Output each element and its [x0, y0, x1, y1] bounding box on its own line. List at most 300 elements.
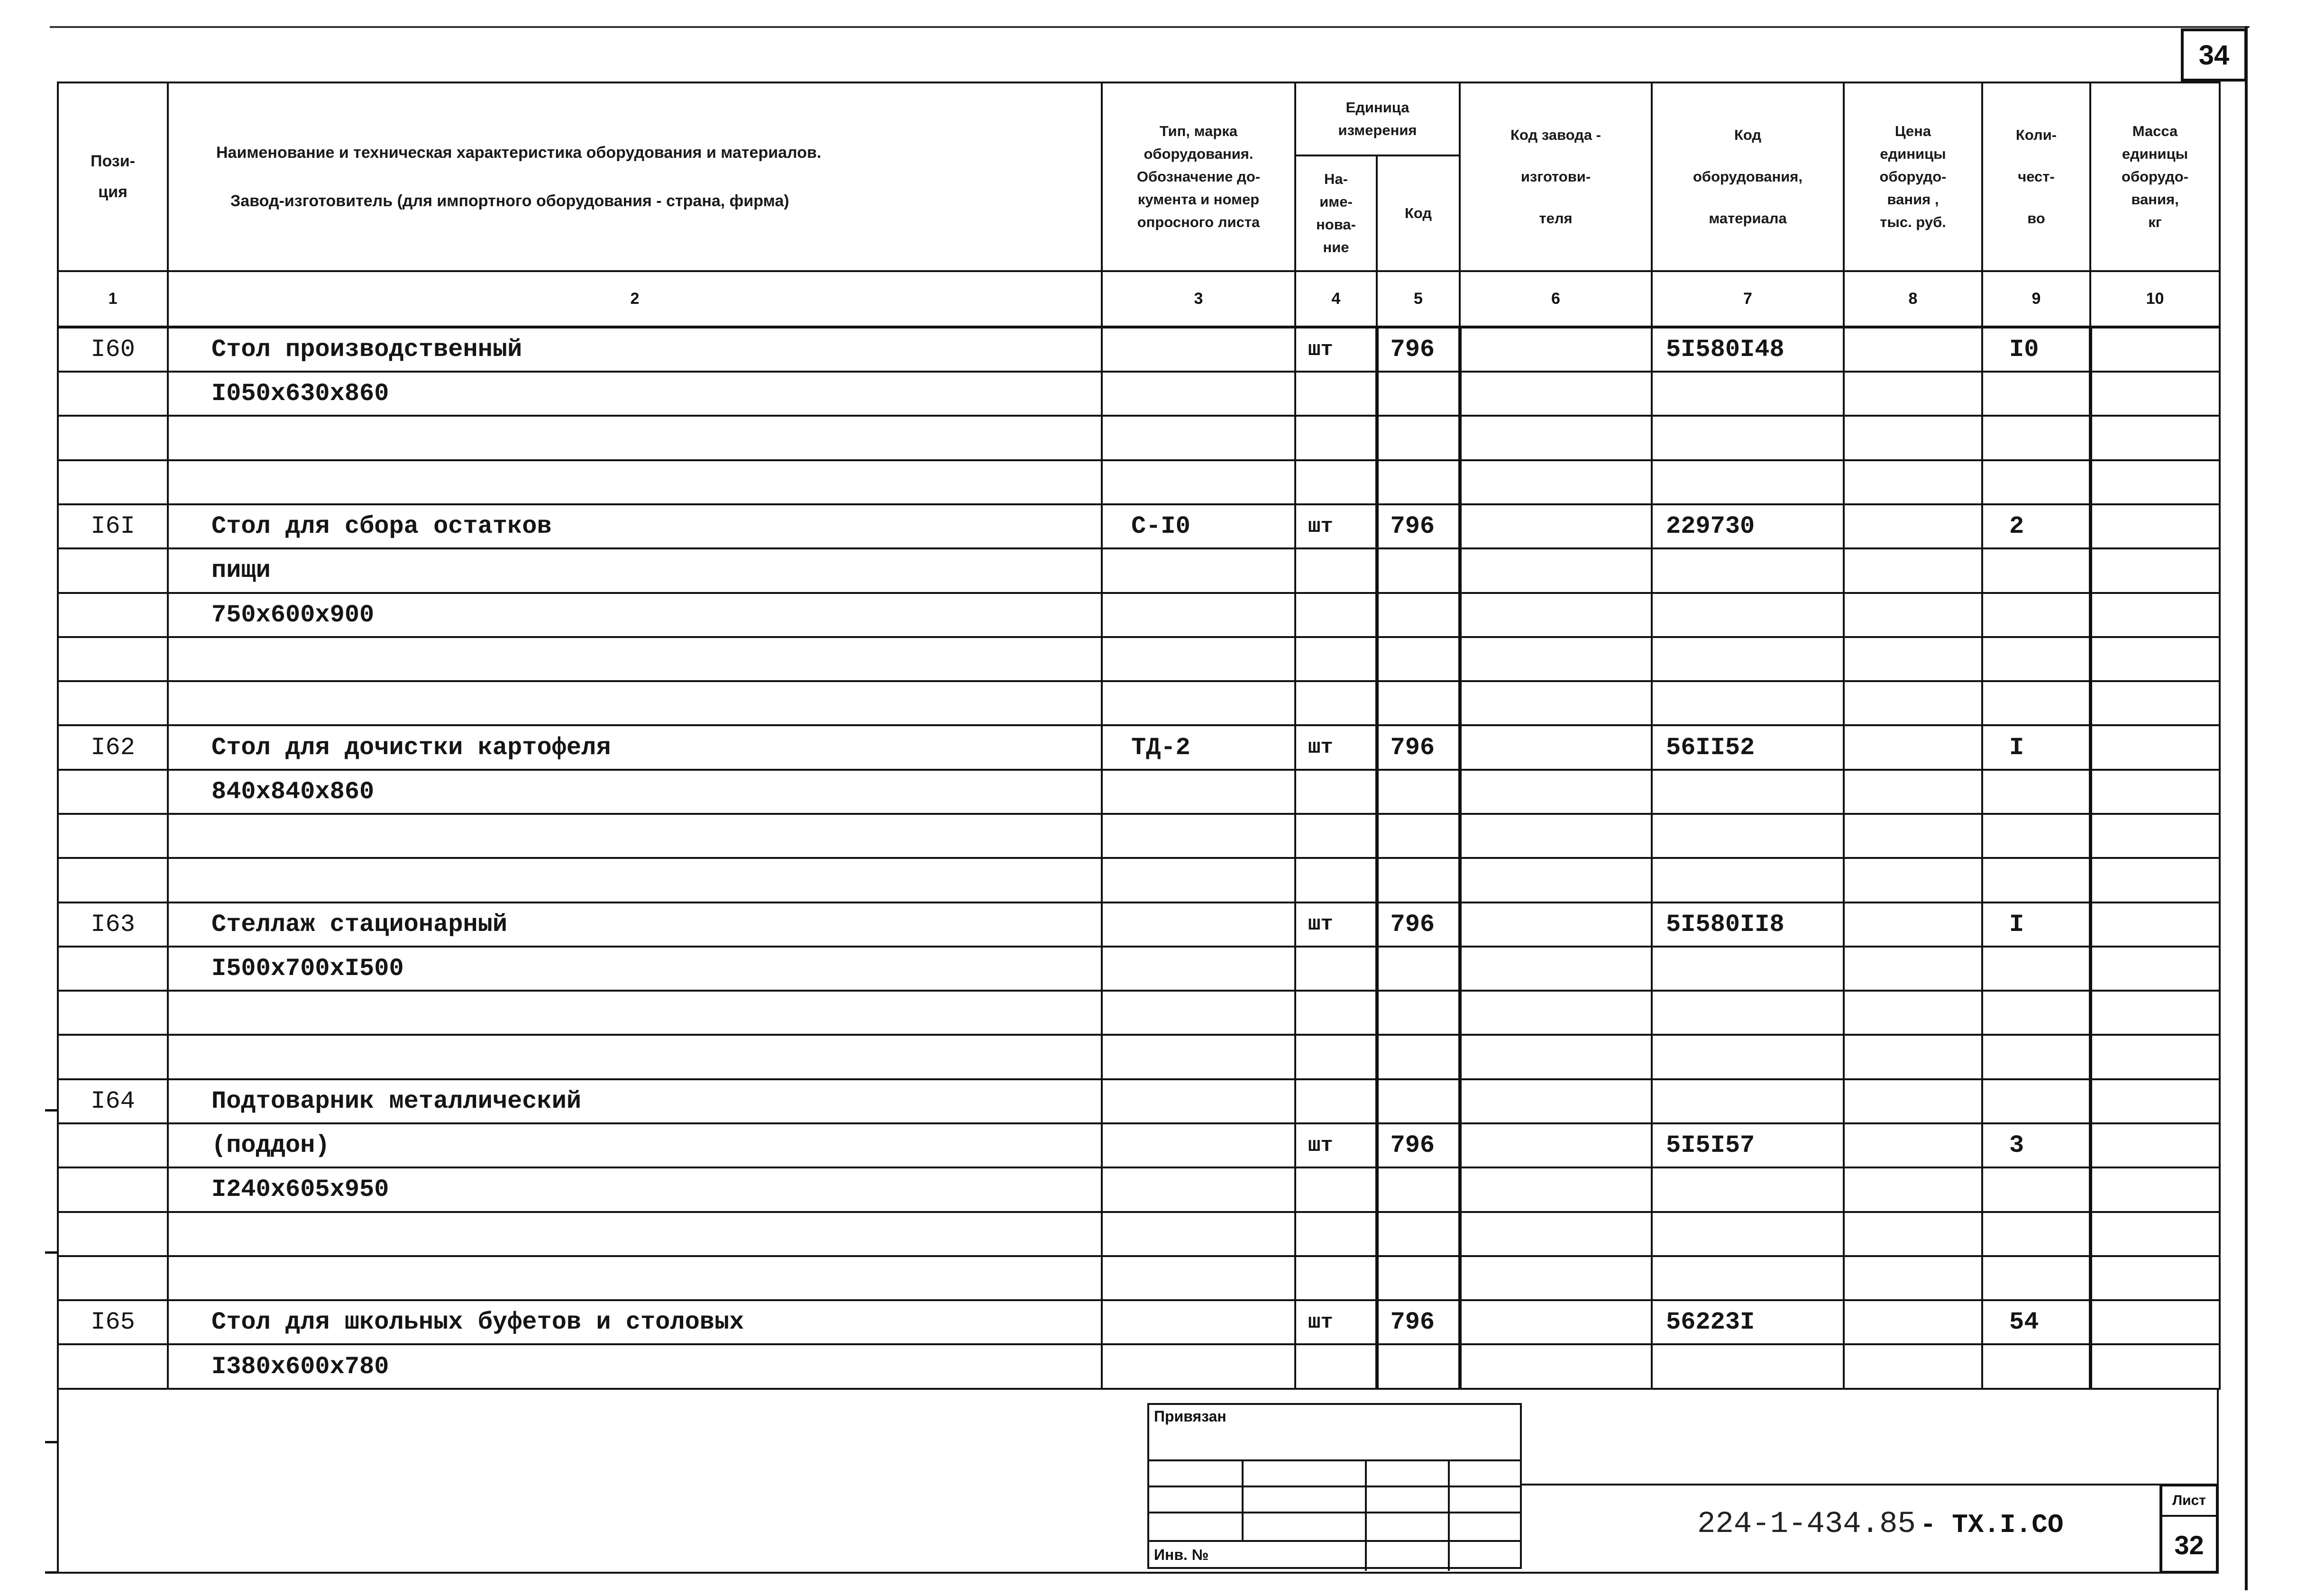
cell-unit-code: [1377, 593, 1460, 637]
cell-unit-code: [1377, 814, 1460, 858]
column-number: 7: [1652, 271, 1844, 327]
cell-type: [1102, 637, 1295, 681]
table-row: [58, 637, 2220, 681]
title-block-rule: [1522, 1484, 2219, 1486]
table-row: [58, 372, 2220, 416]
cell-quantity: I0: [1982, 327, 2090, 372]
cell-name: (поддон): [168, 1123, 1102, 1167]
cell-quantity: [1982, 681, 2090, 725]
table-row: [58, 1256, 2220, 1300]
cell-equipment-code: [1652, 991, 1844, 1035]
cell-unit-name: [1295, 372, 1377, 416]
cell-position: [58, 858, 168, 902]
cell-mass: [2090, 1212, 2220, 1256]
cell-unit-name: [1295, 1079, 1377, 1123]
cell-unit-code: 796: [1377, 1300, 1460, 1344]
header-text: Завод-изготовитель (для импортного оборудования - страна, фирма): [230, 192, 789, 210]
cell-type: [1102, 991, 1295, 1035]
header-text: Пози-: [91, 152, 135, 171]
cell-price: [1844, 504, 1982, 548]
header-price: [1844, 82, 1982, 271]
header-text: Код завода -: [1510, 126, 1601, 143]
cell-name: [168, 858, 1102, 902]
sheet-label: Лист: [2162, 1486, 2216, 1517]
cell-name: I380x600x780: [168, 1344, 1102, 1389]
cell-price: [1844, 947, 1982, 991]
cell-quantity: [1982, 372, 2090, 416]
header-name: [168, 82, 1102, 271]
cell-type: [1102, 814, 1295, 858]
sheet-box: [2159, 1484, 2219, 1574]
header-text: Тип, марка: [1159, 122, 1238, 139]
cell-unit-code: [1377, 372, 1460, 416]
table-row: [58, 725, 2220, 769]
cell-equipment-code: [1652, 1256, 1844, 1300]
cell-unit-code: 796: [1377, 1123, 1460, 1167]
cell-name: Подтоварник металлический: [168, 1079, 1102, 1123]
page-badge-number: 34: [2198, 39, 2230, 71]
cell-equipment-code: [1652, 372, 1844, 416]
table-row: [58, 814, 2220, 858]
cell-type: ТД-2: [1102, 725, 1295, 769]
cell-unit-code: [1377, 637, 1460, 681]
header-row: [58, 82, 2220, 155]
cell-unit-code: [1377, 1167, 1460, 1212]
cell-price: [1844, 460, 1982, 504]
cell-type: [1102, 416, 1295, 460]
cell-price: [1844, 1212, 1982, 1256]
cell-equipment-code: [1652, 814, 1844, 858]
stamp-divider: [1365, 1459, 1367, 1571]
cell-type: [1102, 1167, 1295, 1212]
cell-equipment-code: 56II52: [1652, 725, 1844, 769]
column-numbers-row: [58, 271, 2220, 327]
column-number: 10: [2090, 271, 2220, 327]
cell-type: [1102, 1212, 1295, 1256]
cell-price: [1844, 1123, 1982, 1167]
table-row: [58, 548, 2220, 592]
cell-quantity: [1982, 814, 2090, 858]
cell-type: [1102, 1300, 1295, 1344]
cell-name: Стол для школьных буфетов и столовых: [168, 1300, 1102, 1344]
margin-tick: [45, 1441, 57, 1443]
column-number: 1: [58, 271, 168, 327]
cell-mass: [2090, 504, 2220, 548]
table-row: [58, 770, 2220, 814]
cell-equipment-code: [1652, 770, 1844, 814]
header-text: Код: [1404, 204, 1432, 221]
cell-equipment-code: 56223I: [1652, 1300, 1844, 1344]
cell-maker-code: [1460, 548, 1652, 592]
cell-quantity: 3: [1982, 1123, 2090, 1167]
cell-maker-code: [1460, 770, 1652, 814]
table-row: [58, 902, 2220, 947]
cell-maker-code: [1460, 858, 1652, 902]
cell-equipment-code: [1652, 1035, 1844, 1079]
cell-quantity: [1982, 460, 2090, 504]
cell-equipment-code: [1652, 947, 1844, 991]
cell-price: [1844, 1300, 1982, 1344]
cell-unit-code: [1377, 947, 1460, 991]
cell-position: [58, 1167, 168, 1212]
stamp-inventory-label: Инв. №: [1154, 1546, 1209, 1563]
cell-maker-code: [1460, 372, 1652, 416]
cell-unit-code: [1377, 858, 1460, 902]
cell-position: [58, 1256, 168, 1300]
cell-unit-code: [1377, 1079, 1460, 1123]
cell-equipment-code: [1652, 1079, 1844, 1123]
cell-type: [1102, 947, 1295, 991]
cell-price: [1844, 902, 1982, 947]
header-text: Единица: [1345, 99, 1409, 116]
cell-unit-name: [1295, 416, 1377, 460]
cell-name: [168, 814, 1102, 858]
cell-price: [1844, 1256, 1982, 1300]
cell-mass: [2090, 1344, 2220, 1389]
header-text: Наименование и техническая характеристика оборудования и материалов.: [216, 144, 822, 162]
cell-mass: [2090, 858, 2220, 902]
cell-unit-name: [1295, 548, 1377, 592]
right-frame-edge: [2245, 26, 2248, 1590]
cell-maker-code: [1460, 1212, 1652, 1256]
cell-unit-name: шт: [1295, 327, 1377, 372]
column-number: 3: [1102, 271, 1295, 327]
header-text: На-: [1324, 170, 1348, 187]
cell-unit-name: [1295, 1212, 1377, 1256]
header-maker-code: [1460, 82, 1652, 271]
cell-unit-name: [1295, 460, 1377, 504]
cell-name: Стеллаж стационарный: [168, 902, 1102, 947]
cell-unit-code: [1377, 1344, 1460, 1389]
cell-name: [168, 637, 1102, 681]
cell-position: I6I: [58, 504, 168, 548]
cell-mass: [2090, 593, 2220, 637]
header-text: теля: [1539, 210, 1573, 227]
cell-position: [58, 814, 168, 858]
cell-mass: [2090, 947, 2220, 991]
margin-tick: [45, 1251, 57, 1254]
cell-quantity: [1982, 1035, 2090, 1079]
cell-mass: [2090, 991, 2220, 1035]
cell-unit-name: [1295, 593, 1377, 637]
cell-equipment-code: [1652, 1212, 1844, 1256]
cell-price: [1844, 770, 1982, 814]
cell-name: [168, 681, 1102, 725]
cell-mass: [2090, 770, 2220, 814]
cell-equipment-code: [1652, 681, 1844, 725]
cell-equipment-code: [1652, 1167, 1844, 1212]
cell-name: 840x840x860: [168, 770, 1102, 814]
cell-position: [58, 548, 168, 592]
cell-unit-name: [1295, 1035, 1377, 1079]
approval-stamp: [1147, 1403, 1522, 1569]
cell-maker-code: [1460, 1079, 1652, 1123]
cell-mass: [2090, 725, 2220, 769]
cell-quantity: [1982, 416, 2090, 460]
bottom-frame: [57, 1390, 2219, 1574]
cell-price: [1844, 637, 1982, 681]
cell-position: [58, 1123, 168, 1167]
header-text: чест-: [2018, 168, 2055, 185]
cell-maker-code: [1460, 416, 1652, 460]
cell-equipment-code: [1652, 637, 1844, 681]
header-text: оборудования,: [1693, 168, 1803, 185]
header-text: единицы: [1880, 145, 1946, 162]
stamp-rule: [1149, 1459, 1520, 1461]
table-row: [58, 504, 2220, 548]
cell-maker-code: [1460, 902, 1652, 947]
header-quantity: [1982, 82, 2090, 271]
column-number: 9: [1982, 271, 2090, 327]
cell-quantity: [1982, 947, 2090, 991]
cell-position: I62: [58, 725, 168, 769]
cell-equipment-code: 5I580II8: [1652, 902, 1844, 947]
header-text: измерения: [1338, 122, 1417, 138]
cell-unit-code: 796: [1377, 725, 1460, 769]
cell-price: [1844, 1344, 1982, 1389]
stamp-divider: [1448, 1459, 1450, 1571]
cell-equipment-code: 229730: [1652, 504, 1844, 548]
cell-name: [168, 1212, 1102, 1256]
cell-unit-name: [1295, 814, 1377, 858]
cell-type: [1102, 548, 1295, 592]
column-number: 4: [1295, 271, 1377, 327]
cell-equipment-code: [1652, 858, 1844, 902]
cell-mass: [2090, 460, 2220, 504]
cell-equipment-code: [1652, 1344, 1844, 1389]
cell-type: [1102, 327, 1295, 372]
cell-type: [1102, 1123, 1295, 1167]
header-text: ние: [1323, 239, 1349, 256]
cell-maker-code: [1460, 814, 1652, 858]
cell-quantity: [1982, 1344, 2090, 1389]
header-unit-code: [1377, 155, 1460, 271]
cell-maker-code: [1460, 1344, 1652, 1389]
cell-unit-code: [1377, 1035, 1460, 1079]
cell-type: [1102, 372, 1295, 416]
cell-name: 750x600x900: [168, 593, 1102, 637]
header-text: Цена: [1894, 122, 1931, 139]
cell-name: I240x605x950: [168, 1167, 1102, 1212]
header-text: изготови-: [1520, 168, 1591, 185]
cell-position: I60: [58, 327, 168, 372]
stamp-rule: [1149, 1540, 1520, 1542]
cell-equipment-code: [1652, 593, 1844, 637]
table-row: [58, 460, 2220, 504]
table-row: [58, 947, 2220, 991]
cell-quantity: [1982, 1079, 2090, 1123]
cell-type: [1102, 1035, 1295, 1079]
cell-unit-name: шт: [1295, 1300, 1377, 1344]
cell-unit-name: [1295, 947, 1377, 991]
cell-mass: [2090, 1035, 2220, 1079]
cell-type: [1102, 593, 1295, 637]
cell-position: [58, 947, 168, 991]
table-row: [58, 1079, 2220, 1123]
header-text: во: [2027, 210, 2045, 227]
header-text: Коли-: [2015, 126, 2057, 143]
cell-name: Стол производственный: [168, 327, 1102, 372]
cell-mass: [2090, 327, 2220, 372]
table-row: [58, 1167, 2220, 1212]
header-text: кумента и номер: [1137, 191, 1260, 208]
header-text: нова-: [1316, 216, 1356, 233]
cell-type: [1102, 681, 1295, 725]
header-text: опросного листа: [1137, 214, 1260, 231]
margin-tick: [45, 1109, 57, 1112]
cell-price: [1844, 548, 1982, 592]
table-row: [58, 1212, 2220, 1256]
cell-type: [1102, 1079, 1295, 1123]
cell-unit-name: шт: [1295, 504, 1377, 548]
header-text: Обозначение до-: [1136, 168, 1261, 185]
cell-position: [58, 1212, 168, 1256]
cell-unit-code: 796: [1377, 902, 1460, 947]
cell-type: [1102, 1344, 1295, 1389]
cell-price: [1844, 725, 1982, 769]
cell-maker-code: [1460, 1256, 1652, 1300]
cell-mass: [2090, 1300, 2220, 1344]
table-row: [58, 1035, 2220, 1079]
cell-unit-name: [1295, 681, 1377, 725]
cell-maker-code: [1460, 1300, 1652, 1344]
header-unit-group: [1295, 82, 1460, 155]
cell-unit-code: [1377, 460, 1460, 504]
cell-price: [1844, 858, 1982, 902]
cell-name: I050x630x860: [168, 372, 1102, 416]
stamp-divider: [1242, 1459, 1244, 1540]
table-row: [58, 681, 2220, 725]
cell-quantity: 54: [1982, 1300, 2090, 1344]
cell-unit-code: [1377, 1256, 1460, 1300]
cell-type: [1102, 1256, 1295, 1300]
cell-mass: [2090, 814, 2220, 858]
specification-table: [57, 82, 2221, 1390]
cell-position: [58, 593, 168, 637]
cell-name: I500x700xI500: [168, 947, 1102, 991]
cell-quantity: [1982, 1256, 2090, 1300]
cell-mass: [2090, 637, 2220, 681]
cell-maker-code: [1460, 593, 1652, 637]
cell-price: [1844, 372, 1982, 416]
cell-maker-code: [1460, 725, 1652, 769]
cell-equipment-code: 5I5I57: [1652, 1123, 1844, 1167]
column-number: 8: [1844, 271, 1982, 327]
cell-mass: [2090, 372, 2220, 416]
cell-maker-code: [1460, 947, 1652, 991]
cell-position: I65: [58, 1300, 168, 1344]
cell-position: [58, 416, 168, 460]
table-row: [58, 1300, 2220, 1344]
cell-equipment-code: 5I580I48: [1652, 327, 1844, 372]
cell-quantity: [1982, 593, 2090, 637]
cell-position: I63: [58, 902, 168, 947]
cell-price: [1844, 327, 1982, 372]
cell-price: [1844, 593, 1982, 637]
top-frame-rule: [50, 26, 2250, 28]
cell-mass: [2090, 416, 2220, 460]
cell-maker-code: [1460, 460, 1652, 504]
header-mass: [2090, 82, 2220, 271]
table-row: [58, 327, 2220, 372]
header-type: [1102, 82, 1295, 271]
cell-name: [168, 1035, 1102, 1079]
cell-mass: [2090, 902, 2220, 947]
table-row: [58, 858, 2220, 902]
cell-mass: [2090, 1167, 2220, 1212]
cell-unit-name: [1295, 637, 1377, 681]
cell-quantity: [1982, 548, 2090, 592]
margin-tick: [45, 1571, 57, 1574]
cell-unit-code: 796: [1377, 327, 1460, 372]
column-number: 5: [1377, 271, 1460, 327]
cell-price: [1844, 1167, 1982, 1212]
cell-quantity: [1982, 637, 2090, 681]
sheet-number: 32: [2174, 1530, 2204, 1560]
cell-position: [58, 637, 168, 681]
cell-maker-code: [1460, 1123, 1652, 1167]
cell-maker-code: [1460, 637, 1652, 681]
cell-price: [1844, 416, 1982, 460]
header-text: вания ,: [1887, 191, 1939, 208]
column-number: 6: [1460, 271, 1652, 327]
cell-unit-name: шт: [1295, 1123, 1377, 1167]
cell-type: [1102, 902, 1295, 947]
cell-unit-code: 796: [1377, 504, 1460, 548]
cell-mass: [2090, 681, 2220, 725]
table-row: [58, 1344, 2220, 1389]
cell-mass: [2090, 548, 2220, 592]
cell-unit-code: [1377, 548, 1460, 592]
cell-position: I64: [58, 1079, 168, 1123]
column-number: 2: [168, 271, 1102, 327]
cell-unit-name: шт: [1295, 902, 1377, 947]
cell-unit-code: [1377, 991, 1460, 1035]
header-text: оборудо-: [2122, 168, 2188, 185]
table-row: [58, 991, 2220, 1035]
header-text: единицы: [2122, 145, 2188, 162]
cell-price: [1844, 991, 1982, 1035]
cell-maker-code: [1460, 991, 1652, 1035]
cell-quantity: [1982, 991, 2090, 1035]
cell-unit-name: [1295, 1344, 1377, 1389]
header-equipment-code: [1652, 82, 1844, 271]
cell-unit-name: [1295, 770, 1377, 814]
cell-equipment-code: [1652, 416, 1844, 460]
cell-equipment-code: [1652, 548, 1844, 592]
cell-maker-code: [1460, 1167, 1652, 1212]
cell-type: [1102, 858, 1295, 902]
header-text: материала: [1709, 210, 1787, 227]
cell-quantity: I: [1982, 902, 2090, 947]
cell-maker-code: [1460, 327, 1652, 372]
cell-name: пищи: [168, 548, 1102, 592]
cell-quantity: [1982, 1167, 2090, 1212]
header-text: оборудования.: [1144, 145, 1253, 162]
cell-type: С-I0: [1102, 504, 1295, 548]
cell-name: [168, 460, 1102, 504]
cell-unit-code: [1377, 770, 1460, 814]
header-text: име-: [1319, 193, 1353, 210]
cell-unit-name: шт: [1295, 725, 1377, 769]
page-badge: [2181, 28, 2247, 82]
cell-position: [58, 372, 168, 416]
cell-equipment-code: [1652, 460, 1844, 504]
cell-name: [168, 991, 1102, 1035]
table-row: [58, 593, 2220, 637]
cell-unit-name: [1295, 858, 1377, 902]
cell-quantity: [1982, 1212, 2090, 1256]
